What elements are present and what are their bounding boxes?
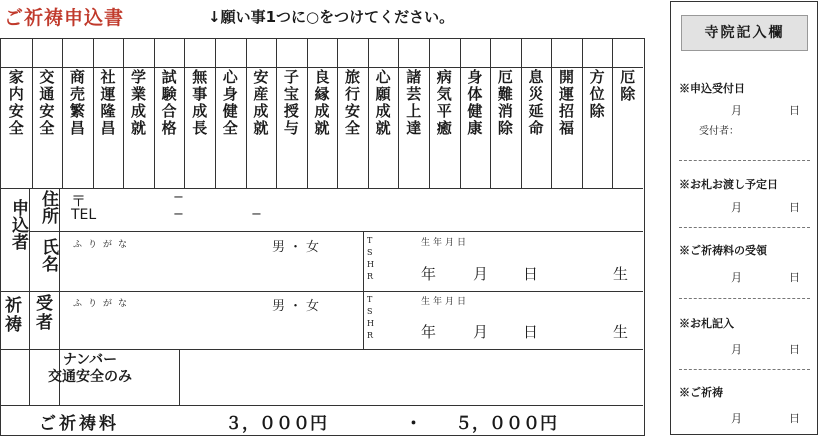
postal-dash: − [173,190,184,205]
tel-field[interactable] [111,207,311,227]
furigana-label: ふりがな [73,299,134,309]
prayer-option[interactable]: 学業成就 [131,68,147,137]
prayer-checkbox-cell[interactable] [460,39,491,67]
prayer-checkbox-cell[interactable] [307,39,338,67]
prayer-option[interactable]: 旅行安全 [345,68,361,137]
prayer-checkbox-cell[interactable] [551,39,582,67]
prayer-option[interactable]: 諸芸上達 [406,68,422,137]
name-field[interactable] [66,254,356,288]
temple-entry-label: ※お札お渡し予定日 [679,178,778,191]
prayer-option[interactable]: 身体健康 [467,68,483,137]
gender-options[interactable]: 男・女 [272,299,324,314]
born-label: 生 [613,265,629,283]
prayer-option[interactable]: 無事成長 [192,68,208,137]
year-label: 年 [421,323,437,341]
prayer-option[interactable]: 厄除 [620,68,636,103]
prayer-checkbox-cell[interactable] [490,39,521,67]
prayer-option[interactable]: 心願成就 [375,68,391,137]
prayer-option[interactable]: 交通安全 [39,68,55,137]
form-title: ご祈祷申込書 [4,7,125,29]
fee-label: ご祈祷料 [39,414,119,434]
day-label: 日 [523,323,539,341]
prayer-checkbox-cell[interactable] [276,39,307,67]
prayer-option[interactable]: 子宝授与 [283,68,299,137]
era-options[interactable]: TSHR [367,236,374,281]
prayer-option[interactable]: 開運招福 [559,68,575,137]
prayer-checkbox-cell[interactable] [521,39,552,67]
postal-code-field[interactable] [91,191,241,207]
tel-dash: − [173,207,184,222]
name-label: 氏名 [38,238,58,272]
prayer-option[interactable]: 息災延命 [528,68,544,137]
prayer-option[interactable]: 家内安全 [8,68,24,137]
prayer-option[interactable]: 試験合格 [161,68,177,137]
gender-options[interactable]: 男・女 [272,240,324,255]
prayer-option[interactable]: 安産成就 [253,68,269,137]
receiver-label: 受付者： [699,126,739,137]
prayer-option[interactable]: 心身健全 [222,68,238,137]
application-form [0,38,645,436]
month-label: 月 [731,201,742,214]
month-label: 月 [731,104,742,117]
day-label: 日 [789,412,800,425]
month-label: 月 [731,343,742,356]
prayer-option[interactable]: 良縁成就 [314,68,330,137]
recipient-label: 祈 祷 [5,296,22,335]
recipient-name-field[interactable] [66,313,356,346]
birth-date-label: 生年月日 [421,297,470,307]
number-label: ナンバー 交通安全のみ [48,352,132,385]
month-label: 月 [731,271,742,284]
year-label: 年 [421,265,437,283]
prayer-option[interactable]: 病気平癒 [436,68,452,137]
prayer-option[interactable]: 社運隆昌 [100,68,116,137]
prayer-checkbox-cell[interactable] [398,39,429,67]
birth-date-label: 生年月日 [421,238,470,248]
prayer-checkbox-cell[interactable] [215,39,246,67]
prayer-checkbox-cell[interactable] [368,39,399,67]
prayer-checkbox-cell[interactable] [62,39,93,67]
fee-option-3000[interactable]: ３，０００円 [225,414,327,434]
temple-entry-label: ※ご祈祷料の受領 [679,244,767,257]
era-options[interactable]: TSHR [367,295,374,340]
tel-label: TEL [71,207,97,223]
fee-separator: ・ [405,414,422,434]
temple-use-panel [670,1,818,435]
temple-panel-title: 寺院記入欄 [681,15,808,51]
prayer-checkbox-cell[interactable] [184,39,215,67]
prayer-checkbox-cell[interactable] [582,39,613,67]
tel-dash: − [251,207,262,222]
day-label: 日 [789,271,800,284]
prayer-checkbox-cell[interactable] [93,39,124,67]
prayer-checkbox-cell[interactable] [337,39,368,67]
prayer-checkbox-cell[interactable] [429,39,460,67]
recipient-label-2: 受者 [36,294,53,333]
postal-mark: 〒 [71,192,87,210]
day-label: 日 [789,343,800,356]
form-instruction: ↓願い事1つに○をつけてください。 [208,8,455,26]
month-label: 月 [473,323,489,341]
number-plate-field[interactable] [183,353,638,401]
address-label: 住所 [38,190,58,224]
prayer-checkbox-cell[interactable] [246,39,277,67]
fee-option-5000[interactable]: ５，０００円 [455,414,557,434]
prayer-option[interactable]: 方位除 [589,68,605,120]
prayer-checkbox-cell[interactable] [123,39,154,67]
born-label: 生 [613,323,629,341]
prayer-option[interactable]: 厄難消除 [497,68,513,137]
month-label: 月 [731,412,742,425]
temple-entry-label: ※申込受付日 [679,82,745,95]
prayer-checkbox-cell[interactable] [154,39,185,67]
temple-entry-label: ※お札記入 [679,317,734,330]
day-label: 日 [523,265,539,283]
prayer-option[interactable]: 商売繁昌 [69,68,85,137]
furigana-label: ふりがな [73,240,134,250]
temple-entry-label: ※ご祈祷 [679,386,723,399]
prayer-checkbox-cell[interactable] [612,39,643,67]
day-label: 日 [789,104,800,117]
prayer-checkbox-cell[interactable] [1,39,32,67]
prayer-checkbox-cell[interactable] [32,39,63,67]
day-label: 日 [789,201,800,214]
month-label: 月 [473,265,489,283]
applicant-label: 申込者 [8,199,28,250]
